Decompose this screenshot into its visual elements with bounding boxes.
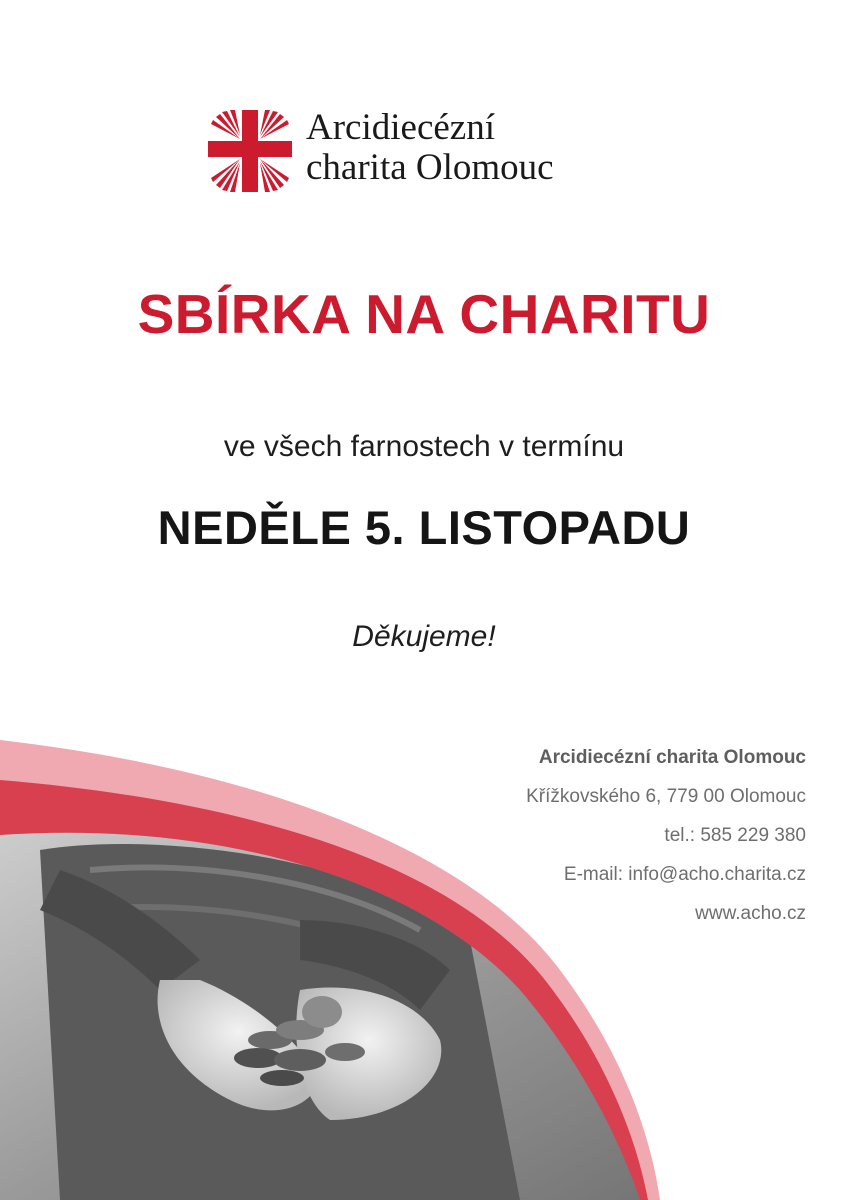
poster-subline: ve všech farnostech v termínu (223, 430, 625, 463)
collection-date: NEDĚLE 5. LISTOPADU (157, 501, 691, 554)
contact-block (526, 738, 806, 933)
logo-line-1: Arcidiecézní (306, 107, 495, 148)
charity-logo (208, 108, 648, 198)
contact-email[interactable]: E-mail: info@acho.charita.cz (563, 864, 806, 885)
contact-org: Arcidiecézní charita Olomouc (538, 747, 806, 768)
thank-you-text: Děkujeme! (352, 620, 496, 653)
poster-headline: SBÍRKA NA CHARITU (137, 283, 711, 345)
contact-web[interactable]: www.acho.cz (695, 903, 806, 924)
contact-phone: tel.: 585 229 380 (664, 825, 806, 846)
logo-line-2: charita Olomouc (306, 147, 554, 188)
contact-address: Křížkovského 6, 779 00 Olomouc (526, 786, 806, 807)
logo-wordmark (306, 108, 554, 188)
caritas-flame-cross-icon (208, 110, 292, 192)
